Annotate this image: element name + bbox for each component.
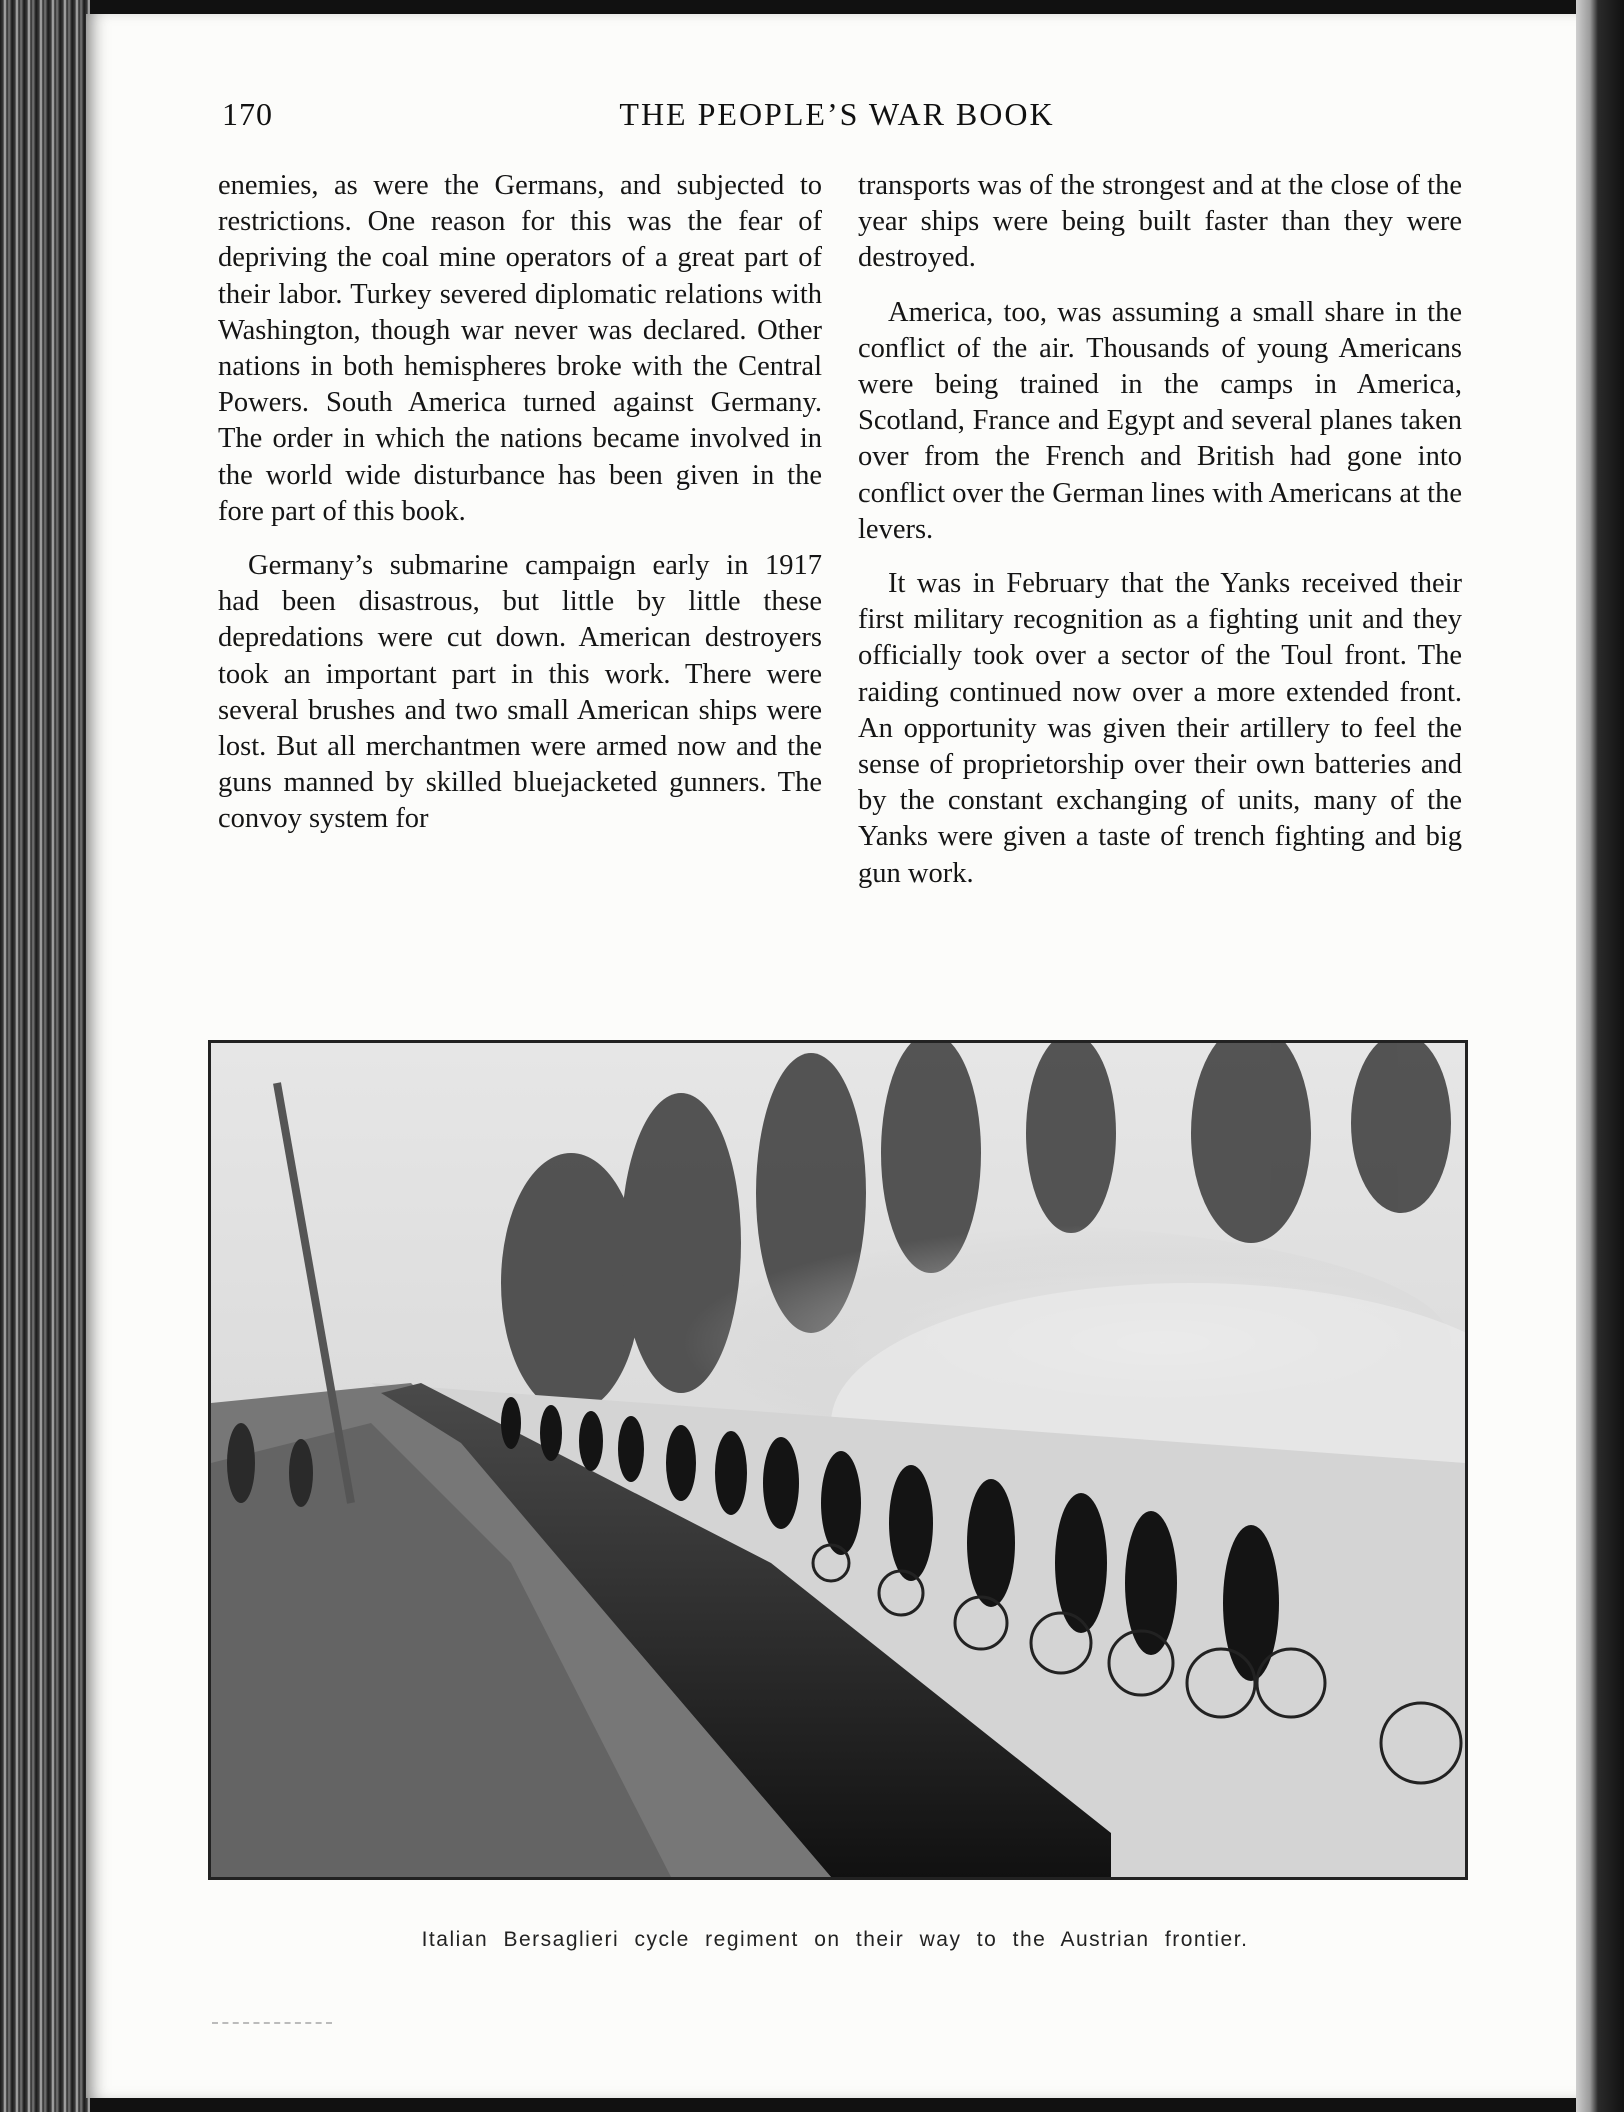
paragraph: Germany’s submarine campaign early in 1917 had been disastrous, but little by little these depredations were cut down. American destroyers took an important part in this work. There were several brushes and two small American ships were lost. But all merchantmen were armed now and the guns manned by skilled bluejacketed gunners. The convoy system for bbox=[218, 550, 822, 835]
right-column bbox=[858, 168, 1462, 910]
paragraph: America, too, was assuming a small share in the conflict of the air. Thousands of young Americans were being trained in the camps in America, Scotland, France and Egypt and several planes taken over from the French and British had gone into conflict over the German lines with Americans at the levers. bbox=[858, 296, 1462, 545]
left-column bbox=[218, 168, 822, 856]
photo-caption: Italian Bersaglieri cycle regiment on their way to the Austrian frontier. bbox=[421, 1928, 1249, 1951]
book-right-edge bbox=[1576, 0, 1624, 2112]
page-smudge bbox=[212, 2022, 332, 2028]
running-title: THE PEOPLE’S WAR BOOK bbox=[619, 96, 1055, 132]
photograph bbox=[208, 1040, 1468, 1880]
page-header bbox=[222, 96, 1452, 146]
book-page-edges bbox=[0, 0, 90, 2112]
body-text bbox=[218, 168, 1466, 1008]
paragraph: It was in February that the Yanks received their first military recognition as a fighting unit and they officially took over a sector of the Toul front. The raiding continued now over a more extended front. An opportunity was given their artillery to feel the sense of proprietorship over their own batteries and by the constant exchanging of units, many of the Yanks were given a taste of trench fighting and big gun work. bbox=[858, 568, 1462, 889]
paragraph: enemies, as were the Germans, and subjected to restrictions. One reason for this was the fear of depriving the coal mine operators of a great part of their labor. Turkey severed diplomatic relations with Washington, though war never was declared. Other nations in both hemispheres broke with the Central Powers. South America turned against Germany. The order in which the nations became involved in the world wide disturbance has been given in the fore part of this book. bbox=[218, 170, 822, 527]
paragraph: transports was of the strongest and at the close of the year ships were being built faster than they were destroyed. bbox=[858, 170, 1462, 274]
bersaglieri-photo bbox=[211, 1043, 1465, 1877]
page-number: 170 bbox=[222, 96, 273, 132]
